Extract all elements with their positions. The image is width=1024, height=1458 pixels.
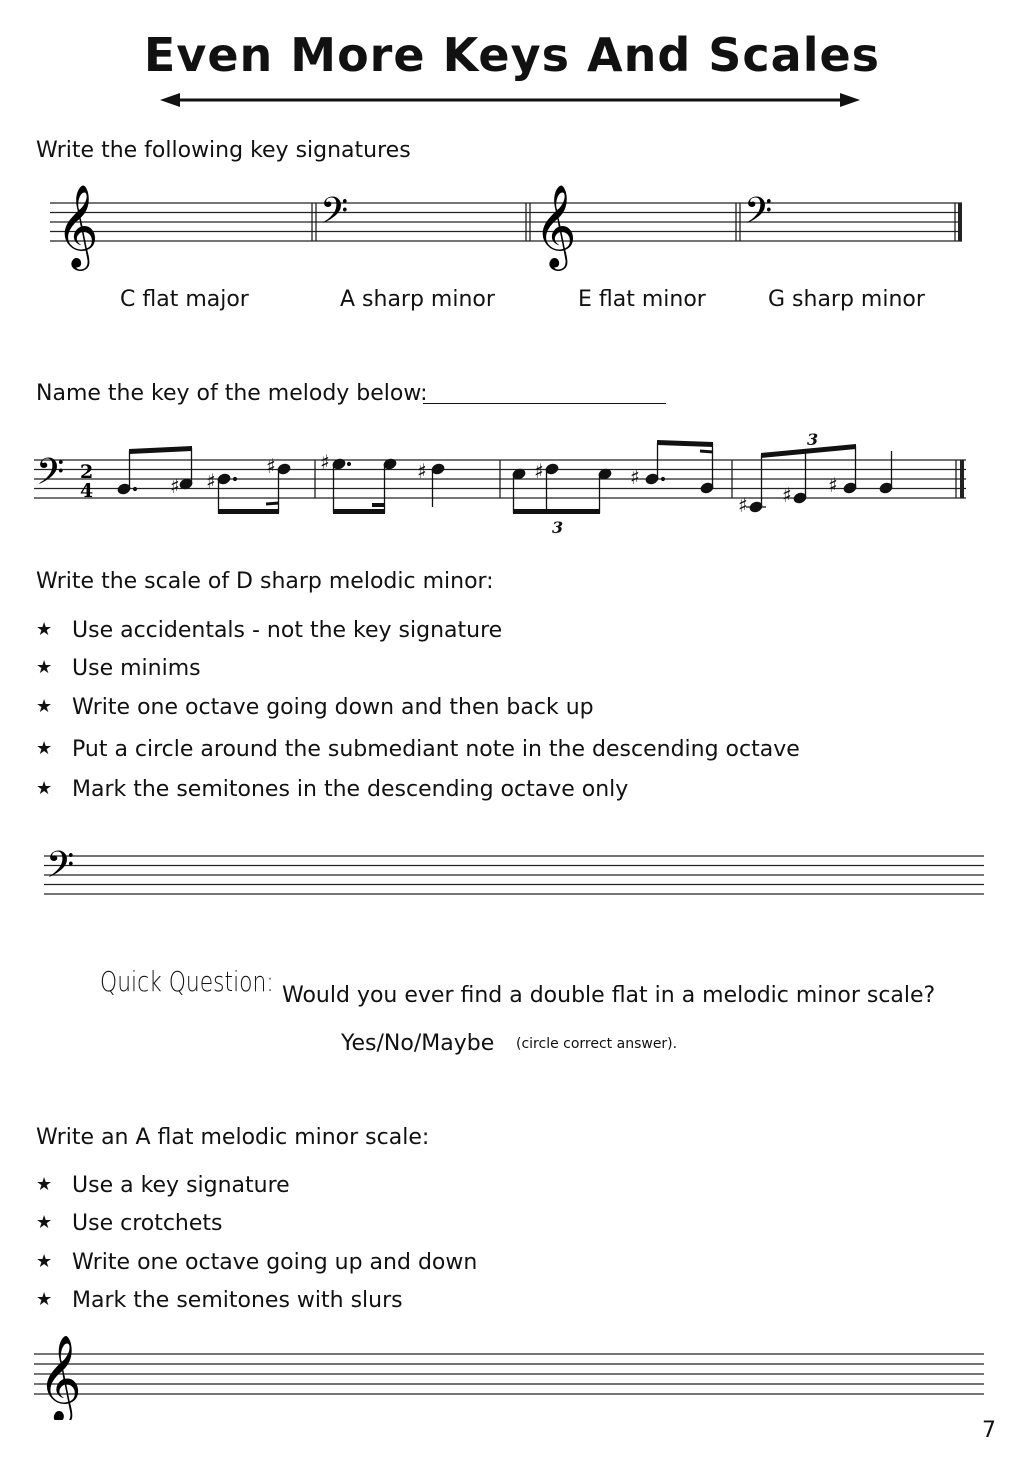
caption-c-flat-major: C flat major	[120, 287, 249, 312]
time-signature-top: 2	[80, 461, 94, 483]
key-signature-instruction: Write the following key signatures	[36, 138, 411, 163]
d-sharp-scale-instruction: Write the scale of D sharp melodic minor:	[36, 569, 494, 594]
quick-question-text: Would you ever find a double flat in a melodic minor scale?	[282, 983, 936, 1008]
time-signature-bottom: 4	[80, 480, 94, 502]
caption-e-flat-minor: E flat minor	[578, 287, 706, 312]
star-icon: ★	[36, 657, 53, 678]
quick-question-label: Quick Question:	[100, 965, 274, 998]
page-number: 7	[982, 1418, 996, 1443]
svg-text:♯: ♯	[630, 465, 640, 489]
bass-clef-icon: 𝄢	[46, 848, 75, 895]
quick-question-options[interactable]: Yes/No/Maybe	[341, 1031, 495, 1056]
star-icon: ★	[36, 696, 53, 717]
svg-text:♯: ♯	[417, 459, 427, 483]
svg-text:♯: ♯	[170, 474, 180, 498]
melody-key-answer-line[interactable]	[423, 381, 666, 404]
caption-a-sharp-minor: A sharp minor	[340, 287, 495, 312]
svg-text:♯: ♯	[534, 459, 544, 483]
title-double-arrow-icon	[160, 90, 860, 110]
caption-g-sharp-minor: G sharp minor	[768, 287, 925, 312]
bass-clef-icon: 𝄢	[744, 190, 773, 241]
star-icon: ★	[36, 1174, 53, 1195]
key-signature-staff[interactable]	[50, 180, 970, 275]
svg-text:♯: ♯	[266, 454, 276, 478]
star-icon: ★	[36, 1251, 53, 1272]
svg-text:♯: ♯	[320, 450, 330, 474]
a-flat-scale-staff[interactable]	[34, 1330, 986, 1420]
treble-clef-icon: 𝄞	[56, 183, 99, 267]
star-icon: ★	[36, 1289, 53, 1310]
page-title: Even More Keys And Scales	[143, 28, 881, 82]
melody-notes	[117, 430, 893, 537]
svg-text:♯: ♯	[828, 473, 838, 497]
treble-clef-icon: 𝄞	[534, 183, 577, 267]
star-icon: ★	[36, 778, 53, 799]
svg-text:♯: ♯	[738, 493, 748, 517]
treble-clef-icon: 𝄞	[38, 1335, 82, 1420]
svg-text:♯: ♯	[206, 469, 216, 493]
a-flat-scale-instruction: Write an A flat melodic minor scale:	[36, 1125, 430, 1150]
melody-staff	[34, 425, 970, 540]
star-icon: ★	[36, 738, 53, 759]
triplet-label: 3	[552, 518, 564, 537]
d-sharp-scale-staff[interactable]	[44, 848, 986, 908]
bass-clef-icon: 𝄢	[320, 190, 349, 241]
star-icon: ★	[36, 1212, 53, 1233]
bass-clef-icon: 𝄢	[36, 451, 65, 502]
melody-key-instruction: Name the key of the melody below:	[36, 381, 428, 406]
triplet-label: 3	[807, 430, 819, 449]
svg-text:♯: ♯	[782, 483, 792, 507]
star-icon: ★	[36, 619, 53, 640]
quick-question-note: (circle correct answer).	[516, 1036, 678, 1052]
